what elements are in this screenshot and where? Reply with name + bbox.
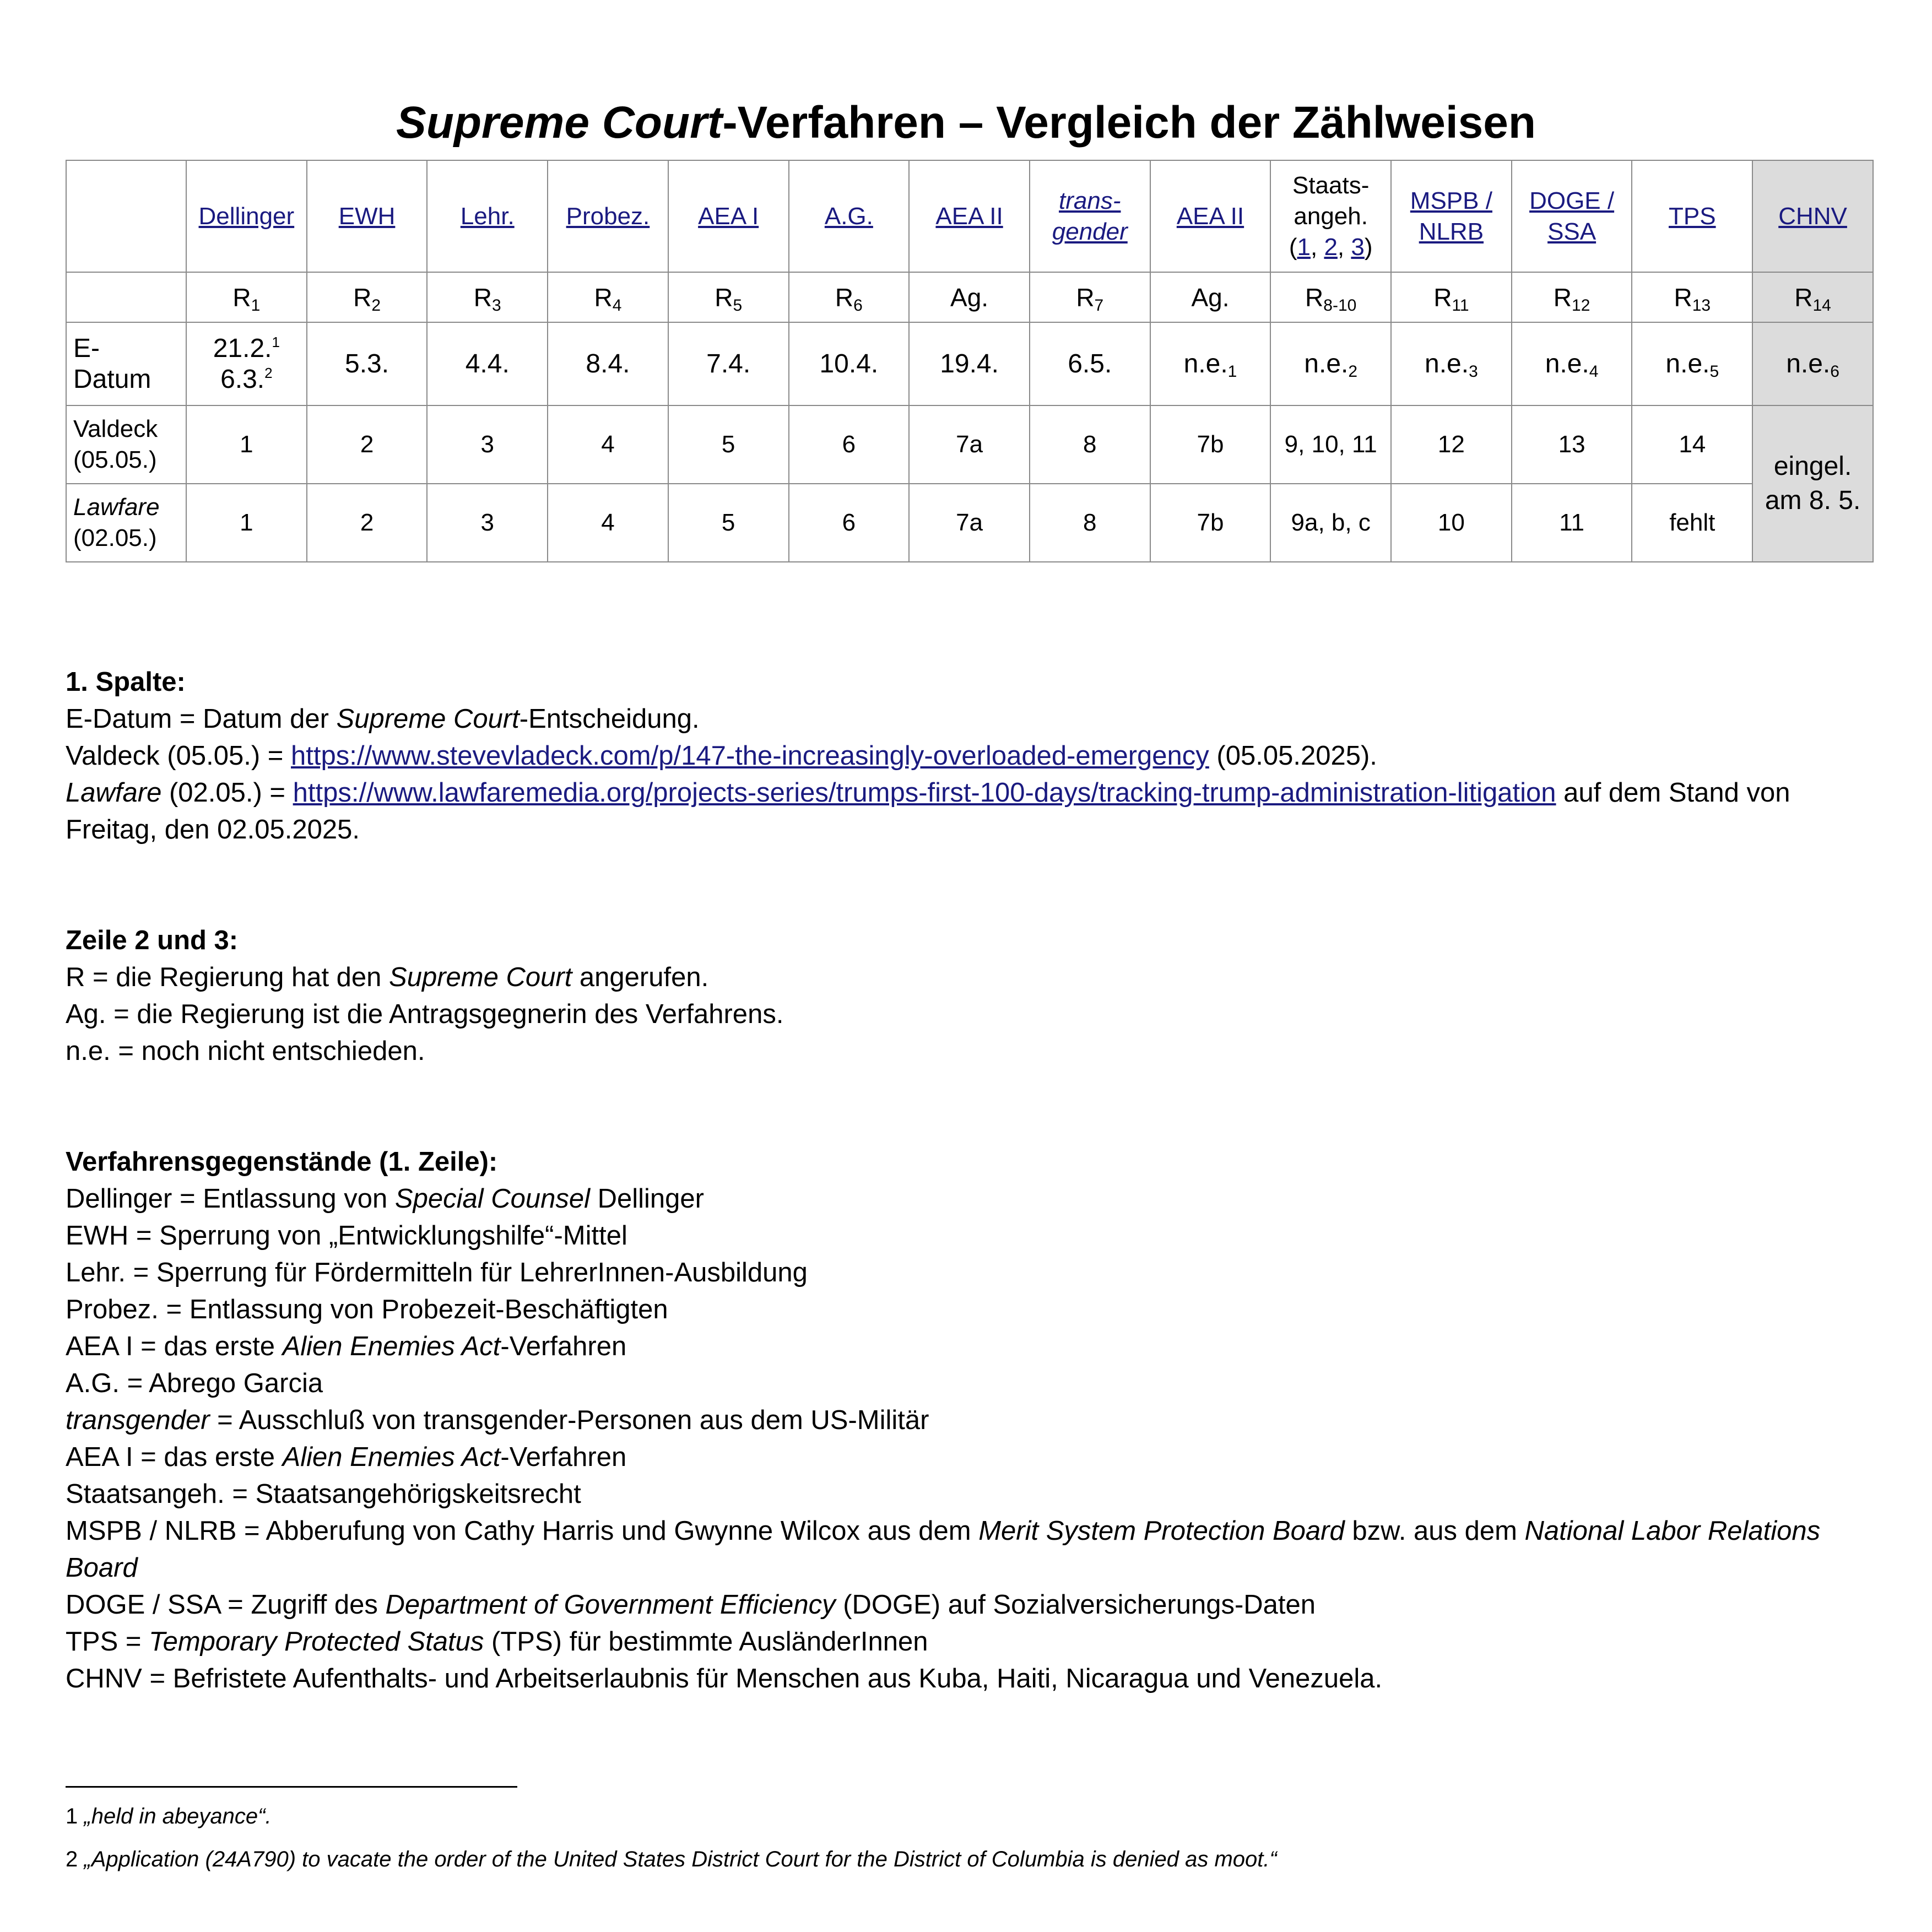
- date-main: 6.5.: [1068, 349, 1112, 378]
- type-main: R: [1076, 283, 1095, 312]
- type-cell: [1150, 272, 1271, 322]
- note-text: angerufen.: [572, 962, 709, 992]
- case-link-doge-ssa[interactable]: [1529, 187, 1614, 245]
- staatsangeh-link-2[interactable]: 2: [1324, 233, 1338, 261]
- date-main: 7.4.: [706, 349, 751, 378]
- date-sub: 3: [1469, 362, 1478, 381]
- note-ewh: EWH = Sperrung von „Entwicklungshilfe“-Mittel: [66, 1221, 627, 1251]
- date-sub: 2: [1348, 362, 1358, 381]
- lawfare-cell: 2: [307, 484, 427, 562]
- date-main: n.e.: [1665, 349, 1710, 378]
- date-cell: [1030, 322, 1150, 405]
- lawfare-cell: 9a, b, c: [1270, 484, 1391, 562]
- page-title-rest: -Verfahren – Vergleich der Zählweisen: [722, 97, 1536, 148]
- lawfare-cell: 7b: [1150, 484, 1271, 562]
- type-row: [66, 272, 1873, 322]
- date-main: 5.3.: [345, 349, 389, 378]
- date-main: 8.4.: [586, 349, 630, 378]
- type-main: Ag.: [1191, 283, 1230, 312]
- note-staats: Staatsangeh. = Staatsangehörigskeitsrecht: [66, 1479, 581, 1509]
- lawfare-cell: 10: [1391, 484, 1512, 562]
- case-link-mspb-nlrb[interactable]: [1410, 187, 1492, 245]
- date-cell: [668, 322, 789, 405]
- type-sub: 11: [1452, 296, 1469, 315]
- header-cell: [427, 160, 548, 272]
- valdeck-cell: 2: [307, 405, 427, 484]
- valdeck-cell: 8: [1030, 405, 1150, 484]
- note-italic: Department of Government Efficiency: [385, 1590, 836, 1620]
- note-ag: Ag. = die Regierung ist die Antragsgegnerin des Verfahrens.: [66, 999, 784, 1029]
- note-mspb: [66, 1513, 1878, 1587]
- header-cell: [668, 160, 789, 272]
- valdeck-cell: 3: [427, 405, 548, 484]
- note-lawfare: [66, 775, 1878, 848]
- footnote-text: „held in abeyance“.: [84, 1804, 272, 1828]
- header-cell: [1632, 160, 1752, 272]
- date-cell: [1512, 322, 1632, 405]
- type-cell: [789, 272, 910, 322]
- note-italic: Special Counsel: [394, 1184, 590, 1214]
- type-main: R: [715, 283, 733, 312]
- date-sub: 4: [1589, 362, 1599, 381]
- note-text: Valdeck (05.05.) =: [66, 741, 291, 771]
- type-main: R: [1433, 283, 1452, 312]
- note-transgender: [66, 1402, 1878, 1439]
- note-probez: Probez. = Entlassung von Probezeit-Beschäftigten: [66, 1295, 668, 1324]
- merged-line2: am 8. 5.: [1765, 486, 1861, 515]
- footnote-1: [66, 1803, 272, 1830]
- date-cell: [1150, 322, 1271, 405]
- lawfare-cell: fehlt: [1632, 484, 1752, 562]
- lawfare-cell: 7a: [909, 484, 1030, 562]
- header-cell: [1752, 160, 1873, 272]
- lawfare-cell: 6: [789, 484, 910, 562]
- valdeck-cell: 7b: [1150, 405, 1271, 484]
- lawfare-row-label: [66, 484, 186, 562]
- note-text: Dellinger = Entlassung von: [66, 1184, 395, 1214]
- note-italic: Merit System Protection Board: [978, 1516, 1345, 1546]
- header-cell: Staats- angeh. (1, 2, 3): [1270, 160, 1391, 272]
- case-link-lehr[interactable]: Lehr.: [460, 202, 515, 230]
- lawfare-url-link[interactable]: https://www.lawfaremedia.org/projects-series/trumps-first-100-days/tracking-trump-administration-litigation: [293, 778, 1556, 808]
- page-title-italic: Supreme Court: [396, 97, 723, 148]
- staatsangeh-link-3[interactable]: 3: [1351, 233, 1365, 261]
- valdeck-row: [66, 405, 1873, 484]
- type-sub: 12: [1572, 296, 1590, 315]
- type-sub: 8-10: [1323, 296, 1357, 315]
- lawfare-cell: 3: [427, 484, 548, 562]
- footnote-separator: [66, 1786, 517, 1788]
- date-cell: [427, 322, 548, 405]
- note-text: (TPS) für bestimmte AusländerInnen: [484, 1627, 928, 1657]
- type-sub: 4: [612, 296, 622, 315]
- case-link-tps[interactable]: TPS: [1669, 202, 1716, 230]
- type-cell: [307, 272, 427, 322]
- transgender-line2: gender: [1052, 218, 1128, 245]
- case-link-dellinger[interactable]: Dellinger: [198, 202, 295, 230]
- note-text: (05.05.2025).: [1209, 741, 1377, 771]
- date-cell: [1632, 322, 1752, 405]
- note-text: (02.05.) =: [161, 778, 293, 808]
- chnv-merged-cell: [1752, 405, 1873, 562]
- note-italic: Supreme Court: [389, 962, 572, 992]
- header-corner-cell: [66, 160, 186, 272]
- note-chnv: CHNV = Befristete Aufenthalts- und Arbeitserlaubnis für Menschen aus Kuba, Haiti, Nicaragua und Venezuela.: [66, 1664, 1383, 1693]
- header-row: [66, 160, 1873, 272]
- note-ne: n.e. = noch nicht entschieden.: [66, 1036, 425, 1066]
- note-text: E-Datum = Datum der: [66, 704, 337, 734]
- date-row: [66, 322, 1873, 405]
- date-label-line1: E-: [73, 333, 100, 363]
- date-main: n.e.: [1425, 349, 1469, 378]
- case-link-probez[interactable]: Probez.: [566, 202, 650, 230]
- case-link-aea-2b[interactable]: AEA II: [1176, 202, 1244, 230]
- footnote-number: 1: [66, 1804, 78, 1828]
- valdeck-row-label: [66, 405, 186, 484]
- date-first-line2: 6.3.: [220, 364, 265, 394]
- date-cell: [1752, 322, 1873, 405]
- note-italic: Alien Enemies Act: [282, 1442, 501, 1472]
- note-valdeck: [66, 738, 1878, 775]
- note-edatum: [66, 701, 1878, 738]
- notes-section: [66, 664, 1878, 1697]
- lawfare-cell: 8: [1030, 484, 1150, 562]
- date-main: n.e.: [1183, 349, 1228, 378]
- notes-heading-spalte: 1. Spalte:: [66, 667, 186, 697]
- type-cell: [1270, 272, 1391, 322]
- type-main: R: [594, 283, 613, 312]
- footnote-2: [66, 1846, 1277, 1873]
- date-cell: [548, 322, 668, 405]
- note-text: TPS =: [66, 1627, 149, 1657]
- valdeck-cell: 5: [668, 405, 789, 484]
- notes-heading-gegenstaende: Verfahrensgegenstände (1. Zeile):: [66, 1147, 498, 1177]
- type-main: R: [1553, 283, 1572, 312]
- type-sub: 14: [1812, 296, 1831, 315]
- valdeck-cell: 4: [548, 405, 668, 484]
- type-main: R: [1794, 283, 1813, 312]
- date-cell: [1391, 322, 1512, 405]
- valdeck-label-line2: (05.05.): [73, 446, 157, 473]
- note-text: auf dem Stand von Freitag, den 02.05.2025.: [66, 778, 1790, 845]
- case-link-aea-1[interactable]: AEA I: [698, 202, 759, 230]
- type-sub: 2: [371, 296, 381, 315]
- note-text: MSPB / NLRB = Abberufung von Cathy Harris und Gwynne Wilcox aus dem: [66, 1516, 979, 1546]
- case-link-ewh[interactable]: EWH: [338, 202, 396, 230]
- date-main: n.e.: [1304, 349, 1349, 378]
- note-dellinger: [66, 1181, 1878, 1217]
- type-cell: [1752, 272, 1873, 322]
- date-cell: [789, 322, 910, 405]
- lawfare-row: [66, 484, 1873, 562]
- note-text: = Ausschluß von transgender-Personen aus dem US-Militär: [209, 1405, 929, 1435]
- note-text: -Verfahren: [500, 1332, 627, 1361]
- valdeck-cell: 13: [1512, 405, 1632, 484]
- date-sub: 6: [1830, 362, 1839, 381]
- header-cell: [1150, 160, 1271, 272]
- note-text: -Entscheidung.: [519, 704, 700, 734]
- note-italic: National Labor Relations Board: [66, 1516, 1821, 1583]
- note-doge: [66, 1587, 1878, 1623]
- type-cell: [668, 272, 789, 322]
- date-row-label: [66, 322, 186, 405]
- case-link-aea-2[interactable]: AEA II: [935, 202, 1003, 230]
- valdeck-cell: 6: [789, 405, 910, 484]
- type-main: R: [353, 283, 372, 312]
- header-cell: [548, 160, 668, 272]
- date-main: 19.4.: [940, 349, 999, 378]
- type-sub: 5: [733, 296, 743, 315]
- note-text: AEA I = das erste: [66, 1332, 283, 1361]
- staatsangeh-link-1[interactable]: 1: [1297, 233, 1311, 261]
- date-cell: [186, 322, 307, 405]
- note-text: Dellinger: [590, 1184, 704, 1214]
- lawfare-label-line2: (02.05.): [73, 524, 157, 551]
- note-lehr: Lehr. = Sperrung für Fördermitteln für LehrerInnen-Ausbildung: [66, 1258, 808, 1287]
- type-main: R: [473, 283, 493, 312]
- type-main: R: [232, 283, 251, 312]
- lawfare-cell: 5: [668, 484, 789, 562]
- type-main: R: [1674, 283, 1692, 312]
- valdeck-url-link[interactable]: https://www.stevevladeck.com/p/147-the-increasingly-overloaded-emergency: [291, 741, 1209, 771]
- type-cell: [427, 272, 548, 322]
- case-link-chnv[interactable]: CHNV: [1778, 202, 1847, 230]
- header-cell: [1391, 160, 1512, 272]
- valdeck-label-line1: Valdeck: [73, 415, 158, 442]
- valdeck-cell: 1: [186, 405, 307, 484]
- date-first-line1: 21.2.: [213, 333, 272, 363]
- lawfare-cell: 4: [548, 484, 668, 562]
- case-link-ag[interactable]: A.G.: [824, 202, 873, 230]
- footnote-ref-2[interactable]: 2: [264, 364, 273, 381]
- note-r: [66, 959, 1878, 996]
- footnote-text: „Application (24A790) to vacate the order of the United States District Court for the District of Columbia is denied as moot.“: [84, 1847, 1277, 1871]
- type-main: Ag.: [950, 283, 989, 312]
- type-row-label: [66, 272, 186, 322]
- date-main: n.e.: [1545, 349, 1589, 378]
- lawfare-label-line1: Lawfare: [73, 494, 160, 521]
- staatsangeh-line2: angeh.: [1294, 202, 1368, 230]
- date-sub: 5: [1709, 362, 1719, 381]
- date-cell: [1270, 322, 1391, 405]
- note-abrego: A.G. = Abrego Garcia: [66, 1368, 323, 1398]
- type-sub: 13: [1692, 296, 1711, 315]
- header-cell: [789, 160, 910, 272]
- note-italic: Supreme Court: [336, 704, 519, 734]
- type-cell: [909, 272, 1030, 322]
- date-main: n.e.: [1786, 349, 1831, 378]
- header-cell: [307, 160, 427, 272]
- doge-line1: DOGE /: [1529, 187, 1615, 214]
- type-cell: [1030, 272, 1150, 322]
- date-sub: 1: [1227, 362, 1237, 381]
- note-text: -Verfahren: [500, 1442, 627, 1472]
- comparison-table: [66, 160, 1874, 562]
- staatsangeh-line1: Staats-: [1292, 171, 1370, 199]
- type-cell: [1391, 272, 1512, 322]
- note-italic: Lawfare: [66, 778, 162, 808]
- header-cell: [186, 160, 307, 272]
- footnote-number: 2: [66, 1847, 78, 1871]
- note-text: DOGE / SSA = Zugriff des: [66, 1590, 386, 1620]
- transgender-line1: trans-: [1059, 187, 1121, 214]
- lawfare-cell: 1: [186, 484, 307, 562]
- note-italic: transgender: [66, 1405, 210, 1435]
- type-sub: 1: [251, 296, 261, 315]
- valdeck-cell: 12: [1391, 405, 1512, 484]
- notes-heading-zeile: Zeile 2 und 3:: [66, 926, 239, 955]
- merged-line1: eingel.: [1773, 452, 1852, 481]
- note-italic: Alien Enemies Act: [282, 1332, 501, 1361]
- case-link-transgender[interactable]: [1052, 187, 1128, 245]
- type-cell: [1632, 272, 1752, 322]
- date-main: 10.4.: [819, 349, 879, 378]
- type-cell: [1512, 272, 1632, 322]
- header-cell: [1512, 160, 1632, 272]
- header-cell: [909, 160, 1030, 272]
- type-sub: 6: [853, 296, 863, 315]
- date-cell: [909, 322, 1030, 405]
- mspb-line2: NLRB: [1419, 218, 1484, 245]
- date-cell: [307, 322, 427, 405]
- header-cell: [1030, 160, 1150, 272]
- footnote-ref-1[interactable]: 1: [272, 333, 280, 350]
- type-sub: 7: [1094, 296, 1104, 315]
- note-aea-2: [66, 1439, 1878, 1476]
- lawfare-cell: 11: [1512, 484, 1632, 562]
- note-text: (DOGE) auf Sozialversicherungs-Daten: [835, 1590, 1316, 1620]
- type-main: R: [835, 283, 854, 312]
- valdeck-cell: 9, 10, 11: [1270, 405, 1391, 484]
- page-title: [0, 95, 1932, 150]
- type-cell: [548, 272, 668, 322]
- note-tps: [66, 1623, 1878, 1660]
- note-aea-1: [66, 1328, 1878, 1365]
- note-italic: Temporary Protected Status: [149, 1627, 484, 1657]
- doge-line2: SSA: [1547, 218, 1597, 245]
- date-main: 4.4.: [465, 349, 510, 378]
- valdeck-cell: 7a: [909, 405, 1030, 484]
- type-sub: 3: [492, 296, 501, 315]
- note-text: bzw. aus dem: [1344, 1516, 1525, 1546]
- type-cell: [186, 272, 307, 322]
- mspb-line1: MSPB /: [1410, 187, 1492, 214]
- date-label-line2: Datum: [73, 364, 151, 394]
- type-main: R: [1305, 283, 1324, 312]
- note-text: R = die Regierung hat den: [66, 962, 389, 992]
- valdeck-cell: 14: [1632, 405, 1752, 484]
- note-text: AEA I = das erste: [66, 1442, 283, 1472]
